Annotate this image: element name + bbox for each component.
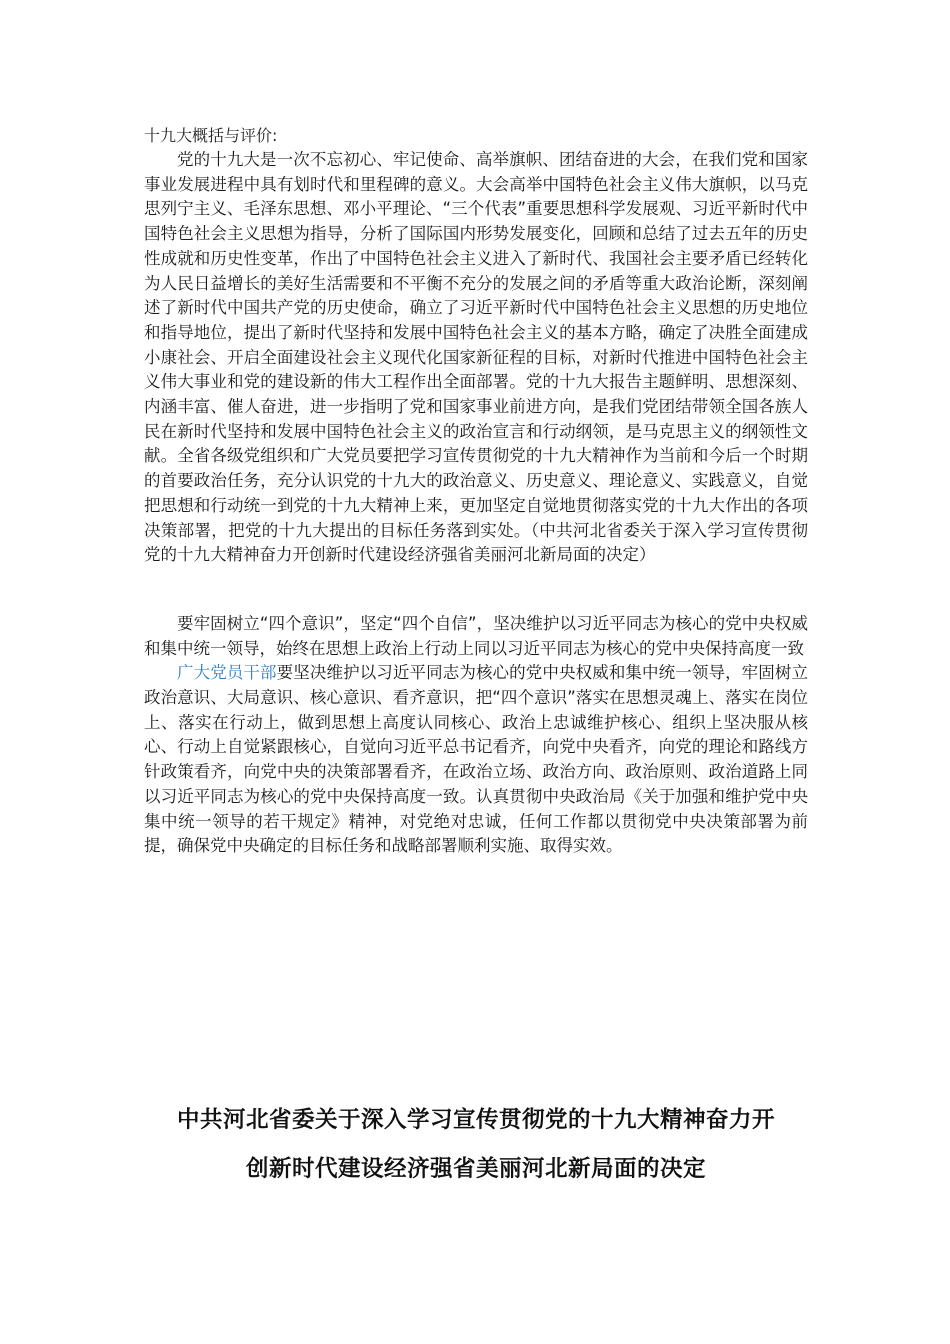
document-body (144, 124, 808, 859)
party-members-link[interactable]: 广大党员干部 (177, 663, 277, 683)
document-title (144, 1096, 808, 1194)
paragraph-party-members (144, 661, 808, 859)
paragraph-four-consciousness: 要牢固树立“四个意识”，坚定“四个自信”，坚决维护以习近平同志为核心的党中央权威和集中统一领导，始终在思想上政治上行动上同以习近平同志为核心的党中央保持高度一致 (144, 613, 808, 658)
title-line-2: 创新时代建设经济强省美丽河北新局面的决定 (245, 1156, 706, 1182)
section-heading: 十九大概括与评价: (144, 126, 278, 145)
title-line-1: 中共河北省委关于深入学习宣传贯彻党的十九大精神奋力开 (176, 1107, 775, 1133)
paragraph-summary: 党的十九大是一次不忘初心、牢记使命、高举旗帜、团结奋进的大会，在我们党和国家事业发展进程中具有划时代和里程碑的意义。大会高举中国特色社会主义伟大旗帜，以马克思列宁主义、毛泽东思想、邓小平理论、“三个代表”重要思想科学发展观、习近平新时代中国特色社会主义思想为指导，分析了国际国内形势发展变化，回顾和总结了过去五年的历史性成就和历史性变革，作出了中国特色社会主义进入了新时代、我国社会主要矛盾已经转化为人民日益增长的美好生活需要和不平衡不充分的发展之间的矛盾等重大政治论断，深刻阐述了新时代中国共产党的历史使命，确立了习近平新时代中国特色社会主义思想的历史地位和指导地位，提出了新时代坚持和发展中国特色社会主义的基本方略，确定了决胜全面建成小康社会、开启全面建设社会主义现代化国家新征程的目标，对新时代推进中国特色社会主义伟大事业和党的建设新的伟大工程作出全面部署。党的十九大报告主题鲜明、思想深刻、内涵丰富、催人奋进，进一步指明了党和国家事业前进方向，是我们党团结带领全国各族人民在新时代坚持和发展中国特色社会主义的政治宣言和行动纲领，是马克思主义的纲领性文献。全省各级党组织和广大党员要把学习宣传贯彻党的十九大精神作为当前和今后一个时期的首要政治任务，充分认识党的十九大的政治意义、历史意义、理论意义、实践意义，自觉把思想和行动统一到党的十九大精神上来，更加坚定自觉地贯彻落实党的十九大作出的各项决策部署，把党的十九大提出的目标任务落到实处。（中共河北省委关于深入学习宣传贯彻党的十九大精神奋力开创新时代建设经济强省美丽河北新局面的决定） (144, 150, 808, 565)
paragraph-spacer (144, 568, 808, 612)
paragraph-party-members-text: 要坚决维护以习近平同志为核心的党中央权威和集中统一领导，牢固树立政治意识、大局意识、核心意识、看齐意识，把“四个意识”落实在思想灵魂上、落实在岗位上、落实在行动上，做到思想上高度认同核心、政治上忠诚维护核心、组织上坚决服从核心、行动上自觉紧跟核心，自觉向习近平总书记看齐，向党中央看齐，向党的理论和路线方针政策看齐，向党中央的决策部署看齐，在政治立场、政治方向、政治原则、政治道路上同以习近平同志为核心的党中央保持高度一致。认真贯彻中央政治局《关于加强和维护党中央集中统一领导的若干规定》精神，对党绝对忠诚，任何工作都以贯彻党中央决策部署为前提，确保党中央确定的目标任务和战略部署顺利实施、取得实效。 (144, 663, 809, 856)
